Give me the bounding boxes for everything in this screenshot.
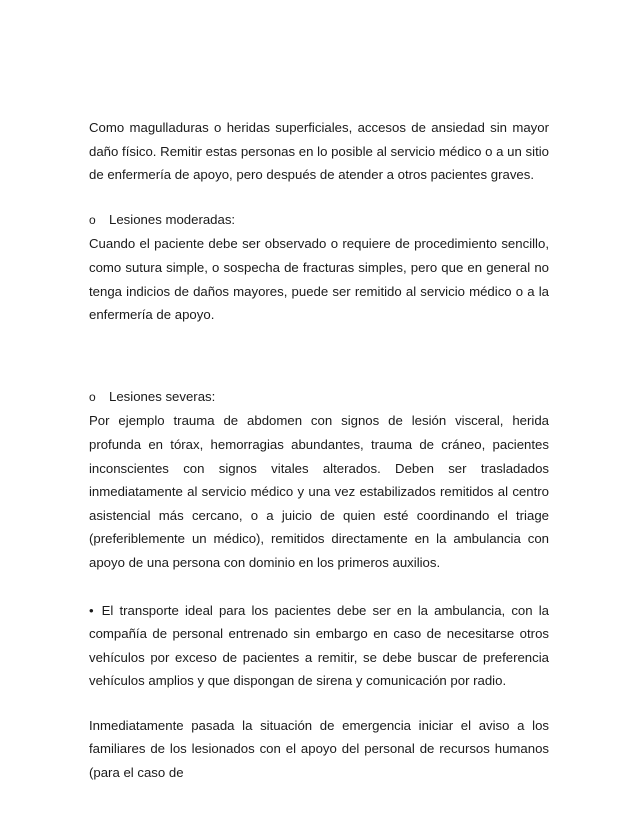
heading-moderate-injuries	[89, 208, 549, 233]
transport-text: El transporte ideal para los pacientes debe ser en la ambulancia, con la compañía de personal entrenado sin embargo en caso de necesitarse otros vehículos por exceso de pacientes a remitir, se debe buscar de preferencia vehículos amplios y que dispongan de sirena y comunicación por radio.	[89, 602, 549, 689]
document-body	[89, 116, 549, 785]
paragraph-minor-injuries: Como magulladuras o heridas superficiales, accesos de ansiedad sin mayor daño físico. Remitir estas personas en lo posible al servicio médico o a un sitio de enfermería de apoyo, pero después de atender a otros pacientes graves.	[89, 120, 549, 183]
paragraph-severe-injuries: Por ejemplo trauma de abdomen con signos de lesión visceral, herida profunda en tórax, hemorragias abundantes, trauma de cráneo, pacientes inconscientes con signos vitales alterados. Deben ser trasladados inmediatamente al servicio médico y una vez estabilizados remitidos al centro asistencial más cercano, o a juicio de quien esté coordinando el triage (preferiblemente un médico), remitidos directamente en la ambulancia con apoyo de una persona con dominio en los primeros auxilios.	[89, 413, 549, 570]
spacer	[89, 693, 549, 714]
list-bullet-icon: o	[89, 389, 96, 404]
list-bullet-icon: o	[89, 212, 96, 227]
spacer	[89, 575, 549, 599]
heading-severe-injuries	[89, 385, 549, 410]
heading-moderate-label: Lesiones moderadas:	[109, 211, 236, 227]
bullet-dot-icon: •	[89, 602, 94, 618]
paragraph-family-notice: Inmediatamente pasada la situación de emergencia iniciar el aviso a los familiares de los lesionados con el apoyo del personal de recursos humanos (para el caso de	[89, 717, 549, 781]
spacer	[89, 327, 549, 385]
heading-severe-label: Lesiones severas:	[109, 388, 216, 404]
paragraph-moderate-injuries: Cuando el paciente debe ser observado o requiere de procedimiento sencillo, como sutura simple, o sospecha de fracturas simples, pero que en general no tenga indicios de daños mayores, puede ser remitido al servicio médico o a la enfermería de apoyo.	[89, 236, 549, 323]
paragraph-transport	[89, 599, 549, 693]
spacer	[89, 187, 549, 208]
